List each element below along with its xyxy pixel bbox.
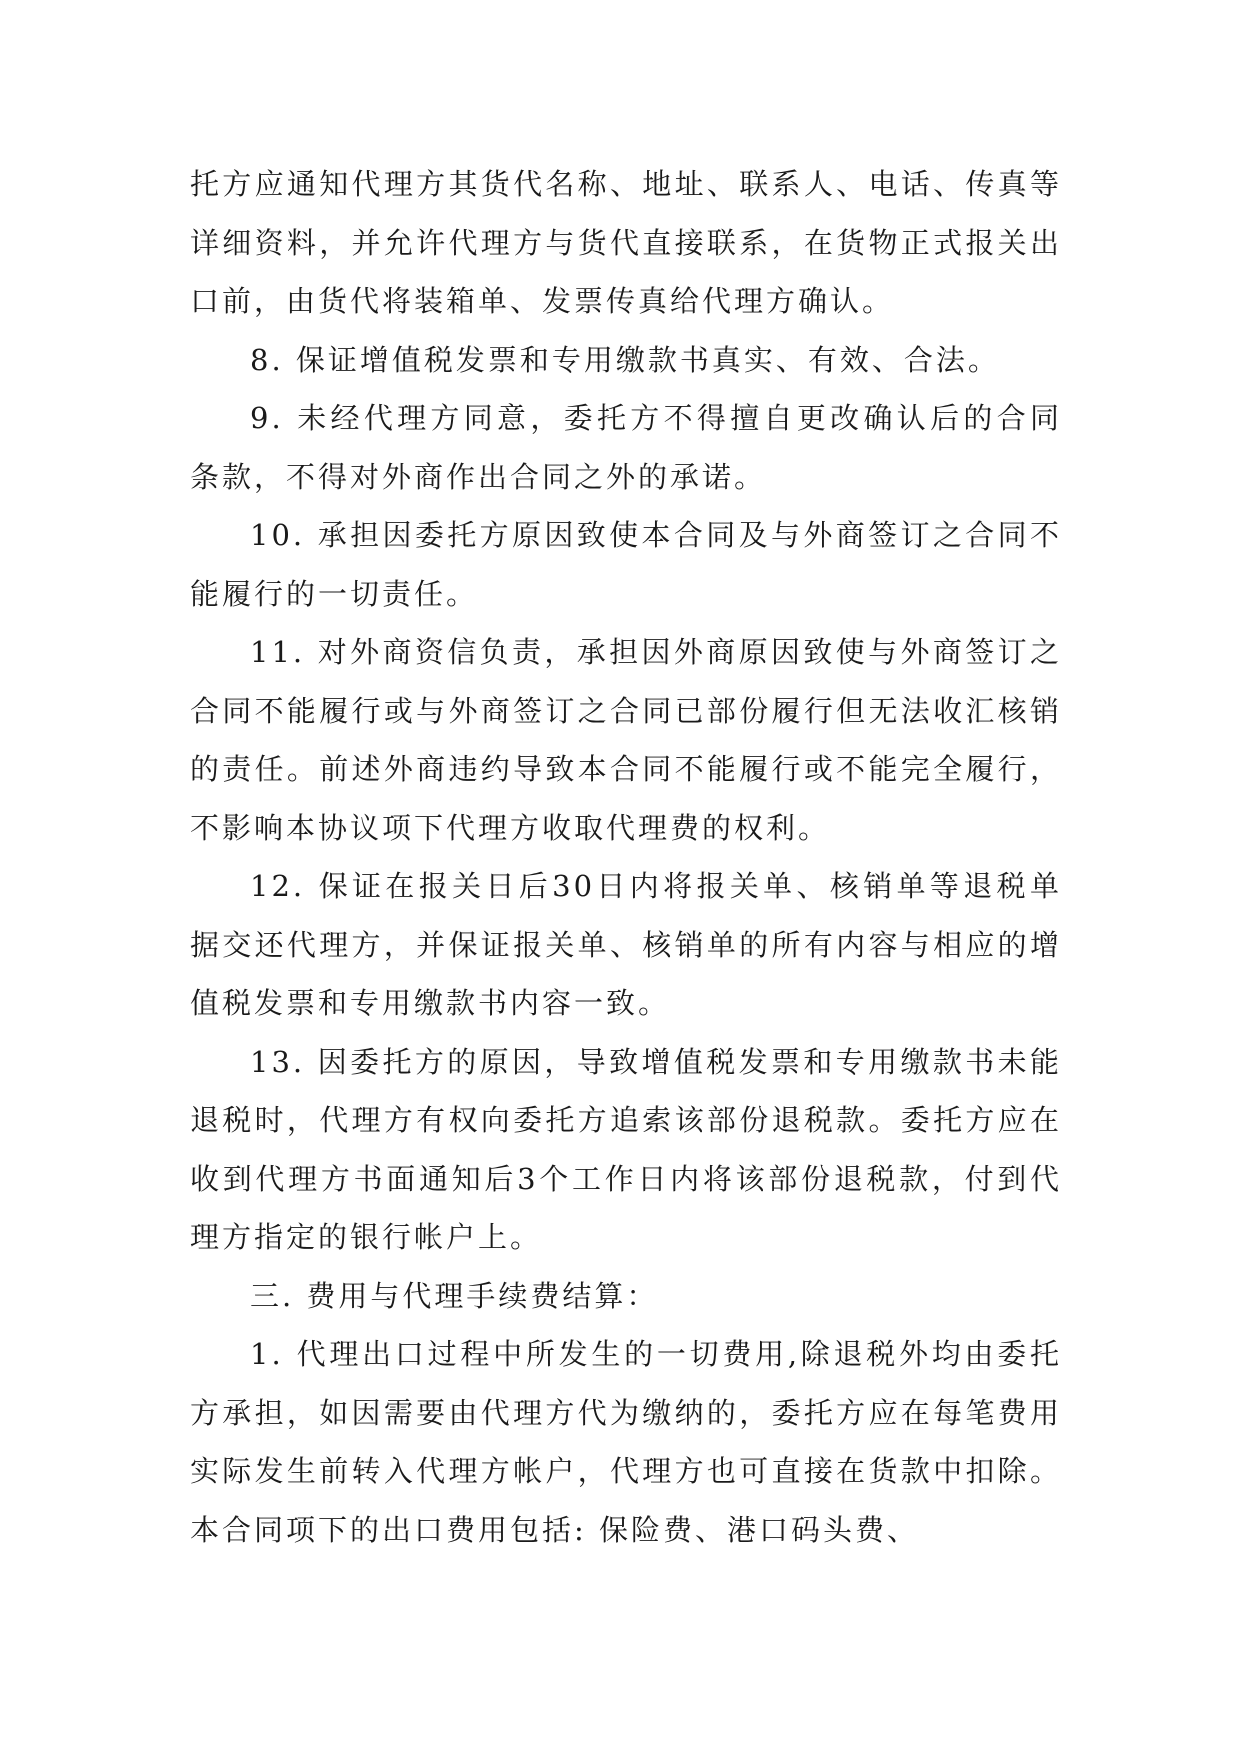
document-body [190,155,1062,1559]
paragraph-item-11: 11. 对外商资信负责，承担因外商原因致使与外商签订之合同不能履行或与外商签订之合同已部份履行但无法收汇核销的责任。前述外商违约导致本合同不能履行或不能完全履行，不影响本协议项下代理方收取代理费的权利。 [190,635,1062,845]
paragraph-continuation: 托方应通知代理方其货代名称、地址、联系人、电话、传真等详细资料，并允许代理方与货代直接联系，在货物正式报关出口前，由货代将装箱单、发票传真给代理方确认。 [190,167,1062,318]
paragraph-item-8: 8. 保证增值税发票和专用缴款书真实、有效、合法。 [250,342,1000,377]
paragraph-fees-item-1: 1. 代理出口过程中所发生的一切费用,除退税外均由委托方承担，如因需要由代理方代为缴纳的，委托方应在每笔费用实际发生前转入代理方帐户，代理方也可直接在货款中扣除。本合同项下的出口费用包括: 保险费、港口码头费、 [190,1337,1062,1547]
paragraph-item-10: 10. 承担因委托方原因致使本合同及与外商签订之合同不能履行的一切责任。 [190,518,1062,611]
paragraph-item-12: 12. 保证在报关日后30日内将报关单、核销单等退税单据交还代理方，并保证报关单、核销单的所有内容与相应的增值税发票和专用缴款书内容一致。 [190,869,1062,1020]
paragraph-item-9: 9. 未经代理方同意，委托方不得擅自更改确认后的合同条款，不得对外商作出合同之外的承诺。 [190,401,1062,494]
paragraph-item-13: 13. 因委托方的原因，导致增值税发票和专用缴款书未能退税时，代理方有权向委托方追索该部份退税款。委托方应在收到代理方书面通知后3个工作日内将该部份退税款，付到代理方指定的银行帐户上。 [190,1044,1062,1254]
section-heading-fees: 三. 费用与代理手续费结算： [250,1278,659,1313]
